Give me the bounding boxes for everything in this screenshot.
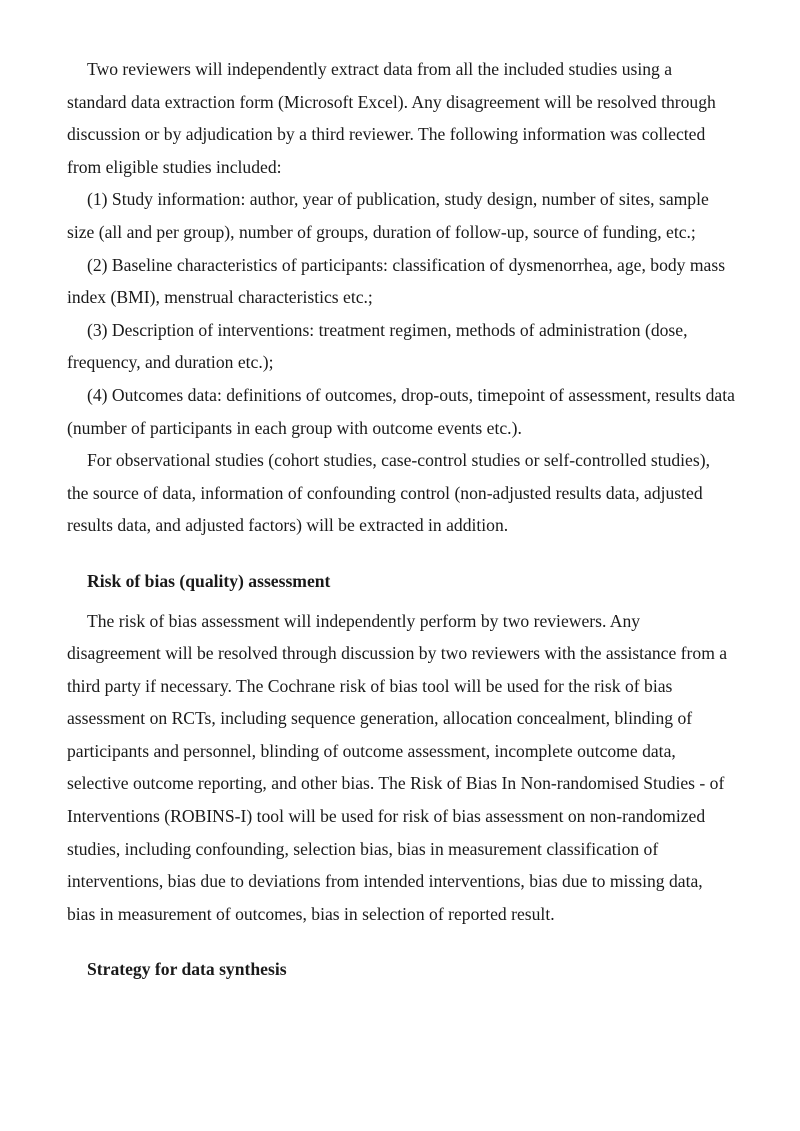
paragraph-observational-studies: For observational studies (cohort studies, case-control studies or self-controlled studies), the source of data, information of confounding control (non-adjusted results data, adjusted results data, and adjusted factors) will be extracted in addition. <box>67 450 710 536</box>
paragraph-risk-of-bias: The risk of bias assessment will independently perform by two reviewers. Any disagreement will be resolved through discussion by two reviewers with the assistance from a third party if necessary. The Cochrane risk of bias tool will be used for the risk of bias assessment on RCTs, including sequence generation, allocation concealment, blinding of participants and personnel, blinding of outcome assessment, incomplete outcome data, selective outcome reporting, and other bias. The Risk of Bias In Non-randomised Studies - of Interventions (ROBINS-I) tool will be used for risk of bias assessment on non-randomized studies, including confounding, selection bias, bias in measurement classification of interventions, bias due to deviations from intended interventions, bias due to missing data, bias in measurement of outcomes, bias in selection of reported result. <box>67 610 728 924</box>
paragraph-interventions: (3) Description of interventions: treatment regimen, methods of administration (dose, frequency, and duration etc.); <box>67 319 688 373</box>
document-body <box>67 53 735 986</box>
paragraph-outcomes-data: (4) Outcomes data: definitions of outcomes, drop-outs, timepoint of assessment, results data (number of participants in each group with outcome events etc.). <box>67 384 735 438</box>
heading-risk-of-bias: Risk of bias (quality) assessment <box>87 570 331 591</box>
paragraph-study-information: (1) Study information: author, year of publication, study design, number of sites, sample size (all and per group), number of groups, duration of follow-up, source of funding, etc.; <box>67 189 709 242</box>
paragraph-data-extraction: Two reviewers will independently extract data from all the included studies using a standard data extraction form (Microsoft Excel). Any disagreement will be resolved through discussion or by adjudication by a third reviewer. The following information was collected from eligible studies included: <box>67 59 716 177</box>
heading-data-synthesis: Strategy for data synthesis <box>87 959 287 980</box>
paragraph-baseline-characteristics: (2) Baseline characteristics of participants: classification of dysmenorrhea, age, body mass index (BMI), menstrual characteristics etc.; <box>67 254 726 308</box>
